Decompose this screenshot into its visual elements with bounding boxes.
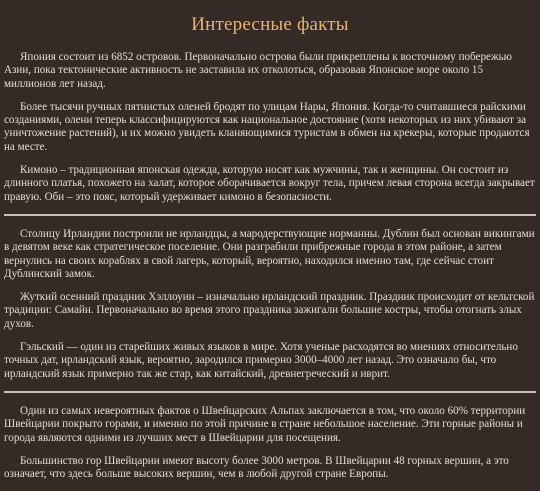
paragraph: Большинство гор Швейцарии имеют высоту более 3000 метров. В Швейцарии 48 горных вершин, а это означает, что здесь больше высоких вершин, чем в любой другой стране Европы. — [4, 454, 509, 481]
paragraph: Жуткий осенний праздник Хэллоуин – изначально ирландский праздник. Праздник происходит от кельтской традиции: Самайн. Первоначально во время этого праздника зажигали большие костры, чтобы отогнать злых духов. — [4, 291, 535, 330]
paragraph: Гэльский — один из старейших живых языков в мире. Хотя ученые расходятся во мнениях относительно точных дат, ирландский язык, вероятно, зародился примерно 3000–4000 лет назад. Это означало бы, что ирландский язык примерно так же стар, как китайский, древнегреческий и иврит. — [4, 341, 518, 380]
paragraph: Япония состоит из 6852 островов. Первоначально острова были прикреплены к восточному побережью Азии, пока тектонические активность не заставила их отколоться, образовав Японское море около 15 миллионов лет назад. — [4, 51, 512, 90]
article-body — [4, 51, 536, 491]
section-japan — [4, 51, 536, 204]
paragraph: Один из самых невероятных фактов о Швейцарских Альпах заключается в том, что около 60% территории Швейцарии покрыто горами, и именно по этой причине в стране небольшое население. Эти горные районы и города являются одними из лучших мест в Швейцарии для посещения. — [4, 404, 526, 444]
page-title: Интересные факты — [191, 14, 349, 35]
paragraph: Кимоно – традиционная японская одежда, которую носят как мужчины, так и женщины. Он состоит из длинного платья, похожего на халат, которое оборачивается вокруг тела, причем левая сторона всегда закрывает правую. Оби – это пояс, который удерживает кимоно в безопасности. — [4, 164, 535, 203]
section-divider — [4, 214, 536, 216]
section-divider — [4, 391, 536, 393]
section-switzerland — [4, 405, 536, 481]
paragraph: Более тысячи ручных пятнистых оленей бродят по улицам Нары, Япония. Когда-то считавшиеся райскими созданиями, олени теперь классифицируются как национальное достояние (хотя некоторых из них убивают за уничтожение растений), и их можно увидеть кланяющимися туристам в обмен на крекеры, которые продаются на месте. — [4, 100, 530, 153]
paragraph: Столицу Ирландии построили не ирландцы, а мародерствующие норманны. Дублин был основан викингами в девятом веке как стратегическое поселение. Они разграбили прибрежные города в этом районе, а затем вернулись на своих кораблях в свой лагерь, который, вероятно, находился именно там, где сейчас стоит Дублинский замок. — [4, 227, 535, 280]
section-ireland — [4, 228, 536, 381]
